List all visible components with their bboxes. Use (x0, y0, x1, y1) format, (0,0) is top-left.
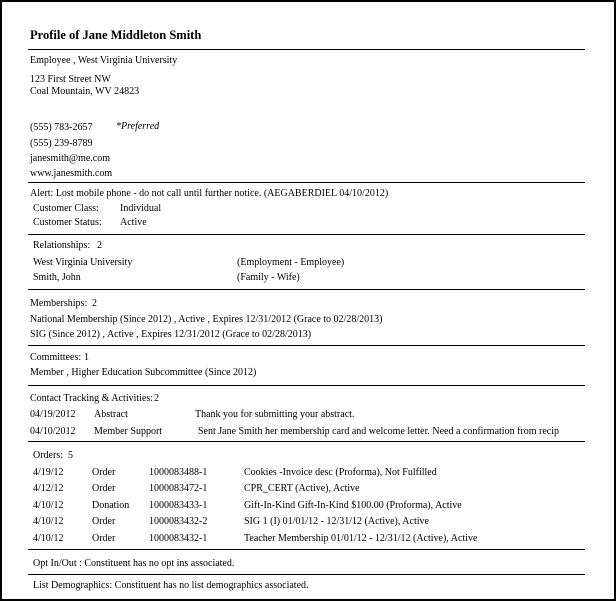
order-description: SIG 1 (I) 01/01/12 - 12/31/12 (Active), Active (244, 516, 429, 527)
order-date: 4/19/12 (33, 467, 64, 478)
divider (28, 49, 585, 50)
order-number: 1000083432-1 (149, 533, 208, 544)
order-type: Order (92, 467, 116, 478)
order-type: Order (92, 533, 116, 544)
primary-phone: (555) 783-2657 (30, 122, 93, 133)
committees-count: 1 (84, 352, 89, 363)
order-description: CPR_CERT (Active), Active (244, 483, 360, 494)
customer-class-label: Customer Class: (33, 203, 99, 214)
activity-type: Member Support (94, 426, 163, 437)
employment-line: Employee , West Virginia University (30, 55, 178, 66)
activity-date: 04/10/2012 (30, 426, 76, 437)
activity-type: Abstract (94, 409, 128, 420)
customer-status-label: Customer Status: (33, 217, 102, 228)
order-description: Teacher Membership 01/01/12 - 12/31/12 (Active), Active (244, 533, 478, 544)
opt-in-status: Opt In/Out : Constituent has no opt ins associated. (33, 558, 235, 569)
committees-heading: Committees: (30, 352, 82, 363)
customer-class-value: Individual (120, 203, 162, 214)
activity-note: Sent Jane Smith her membership card and welcome letter. Need a confirmation from recip (198, 426, 559, 437)
divider (28, 574, 585, 575)
relationships-count: 2 (97, 240, 102, 251)
order-date: 4/10/12 (33, 516, 64, 527)
order-type: Order (92, 483, 116, 494)
order-number: 1000083432-2 (149, 516, 208, 527)
divider (28, 345, 585, 346)
email-address: janesmith@me.com (30, 153, 111, 164)
divider (28, 234, 585, 235)
alert-text: Alert: Lost mobile phone - do not call until further notice. (AEGABERDIEL 04/10/2012) (30, 188, 389, 199)
activities-count: 2 (154, 393, 159, 404)
order-type: Donation (92, 500, 130, 511)
order-date: 4/10/12 (33, 533, 64, 544)
committee-item: Member , Higher Education Subcommittee (Since 2012) (30, 367, 257, 378)
membership-item: National Membership (Since 2012) , Active , Expires 12/31/2012 (Grace to 02/28/2013) (30, 314, 383, 325)
membership-item: SIG (Since 2012) , Active , Expires 12/31/2012 (Grace to 02/28/2013) (30, 329, 312, 340)
activity-date: 04/19/2012 (30, 409, 76, 420)
orders-heading: Orders: (33, 450, 63, 461)
relationship-name: Smith, John (33, 272, 81, 283)
relationship-type: (Employment - Employee) (237, 257, 345, 268)
order-type: Order (92, 516, 116, 527)
relationship-type: (Family - Wife) (237, 272, 300, 283)
order-number: 1000083433-1 (149, 500, 208, 511)
address-line-1: 123 First Street NW (30, 74, 111, 85)
list-demographics-status: List Demographics: Constituent has no list demographics associated. (33, 580, 309, 591)
order-number: 1000083488-1 (149, 467, 208, 478)
memberships-count: 2 (92, 298, 97, 309)
orders-count: 5 (68, 450, 73, 461)
memberships-heading: Memberships: (30, 298, 88, 309)
divider (28, 182, 585, 183)
activities-heading: Contact Tracking & Activities: (30, 393, 154, 404)
order-date: 4/10/12 (33, 500, 64, 511)
divider (28, 385, 585, 386)
order-number: 1000083472-1 (149, 483, 208, 494)
relationship-name: West Virginia University (33, 257, 133, 268)
divider (28, 289, 585, 290)
website-address: www.janesmith.com (30, 168, 113, 179)
page-title: Profile of Jane Middleton Smith (30, 28, 202, 42)
customer-status-value: Active (120, 217, 147, 228)
activity-note: Thank you for submitting your abstract. (195, 409, 355, 420)
divider (28, 441, 585, 442)
order-description: Gift-In-Kind Gift-In-Kind $100.00 (Proforma), Active (244, 500, 462, 511)
preferred-marker: *Preferred (116, 121, 160, 132)
relationships-heading: Relationships: (33, 240, 91, 251)
address-line-2: Coal Mountain, WV 24823 (30, 86, 140, 97)
secondary-phone: (555) 239-8789 (30, 138, 93, 149)
divider (28, 549, 585, 550)
order-date: 4/12/12 (33, 483, 64, 494)
order-description: Cookies -Invoice desc (Proforma), Not Fulfilled (244, 467, 437, 478)
